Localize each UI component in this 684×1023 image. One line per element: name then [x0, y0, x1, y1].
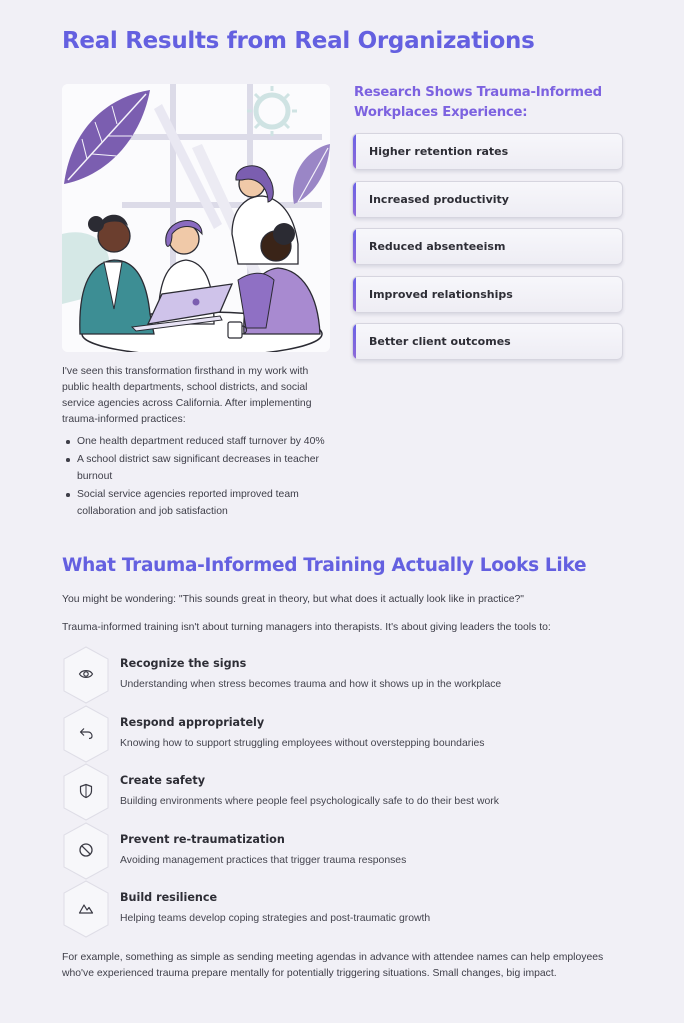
- benefit-card: [352, 228, 623, 265]
- hexagon-badge: [62, 646, 110, 704]
- research-benefits-list: [352, 133, 623, 371]
- mountain-icon: [78, 900, 94, 916]
- hexagon-badge: [62, 763, 110, 821]
- step-title: Respond appropriately: [120, 715, 265, 729]
- page-title: Real Results from Real Organizations: [62, 28, 535, 54]
- hexagon-badge: [62, 705, 110, 763]
- training-step: [62, 763, 622, 822]
- step-description: Knowing how to support struggling employees without overstepping boundaries: [120, 737, 485, 749]
- benefit-label: Higher retention rates: [369, 145, 509, 158]
- intro-paragraph: I've seen this transformation firsthand in my work with public health departments, school districts, and social service agencies across California. After implementing trauma-informed practices:: [62, 366, 312, 425]
- hexagon-badge: [62, 822, 110, 880]
- reply-arrow-icon: [78, 725, 94, 741]
- results-list: [62, 433, 332, 521]
- list-item: One health department reduced staff turnover by 40%: [62, 433, 332, 450]
- benefit-label: Improved relationships: [369, 287, 513, 301]
- benefit-label: Increased productivity: [369, 192, 509, 206]
- team-meeting-illustration: [62, 84, 330, 352]
- training-step: [62, 880, 622, 939]
- step-title: Prevent re-traumatization: [120, 832, 285, 846]
- shield-icon: [78, 783, 94, 799]
- training-step: [62, 822, 622, 881]
- question-paragraph: You might be wondering: "This sounds great in theory, but what does it actually look like in practice?": [62, 594, 524, 605]
- research-heading: Research Shows Trauma-Informed Workplaces Experience:: [354, 85, 602, 120]
- list-item: Social service agencies reported improved team collaboration and job satisfaction: [62, 486, 332, 520]
- section-title: What Trauma-Informed Training Actually Looks Like: [62, 555, 587, 576]
- benefit-label: Reduced absenteeism: [369, 240, 506, 254]
- prohibited-icon: [78, 842, 94, 858]
- step-description: Avoiding management practices that trigger trauma responses: [120, 854, 407, 866]
- step-description: Understanding when stress becomes trauma and how it shows up in the workplace: [120, 679, 502, 690]
- step-title: Recognize the signs: [120, 657, 247, 670]
- tools-paragraph: Trauma-informed training isn't about turning managers into therapists. It's about giving leaders the tools to:: [62, 622, 551, 633]
- eye-icon: [78, 666, 94, 682]
- training-step: [62, 646, 622, 705]
- step-title: Create safety: [120, 774, 205, 787]
- list-item: A school district saw significant decreases in teacher burnout: [62, 451, 332, 485]
- benefit-card: [352, 181, 623, 218]
- step-description: Building environments where people feel psychologically safe to do their best work: [120, 796, 499, 807]
- training-step: [62, 705, 622, 764]
- step-title: Build resilience: [120, 891, 218, 904]
- step-description: Helping teams develop coping strategies and post-traumatic growth: [120, 913, 431, 924]
- benefit-card: [352, 133, 623, 170]
- hexagon-badge: [62, 880, 110, 938]
- benefit-card: [352, 323, 623, 360]
- benefit-label: Better client outcomes: [369, 335, 511, 349]
- benefit-card: [352, 276, 623, 313]
- training-steps: [62, 646, 622, 939]
- closing-paragraph: For example, something as simple as sending meeting agendas in advance with attendee names can help employees who've experienced trauma prepare mentally for potentially triggering situations. Small changes, big impact.: [62, 952, 604, 979]
